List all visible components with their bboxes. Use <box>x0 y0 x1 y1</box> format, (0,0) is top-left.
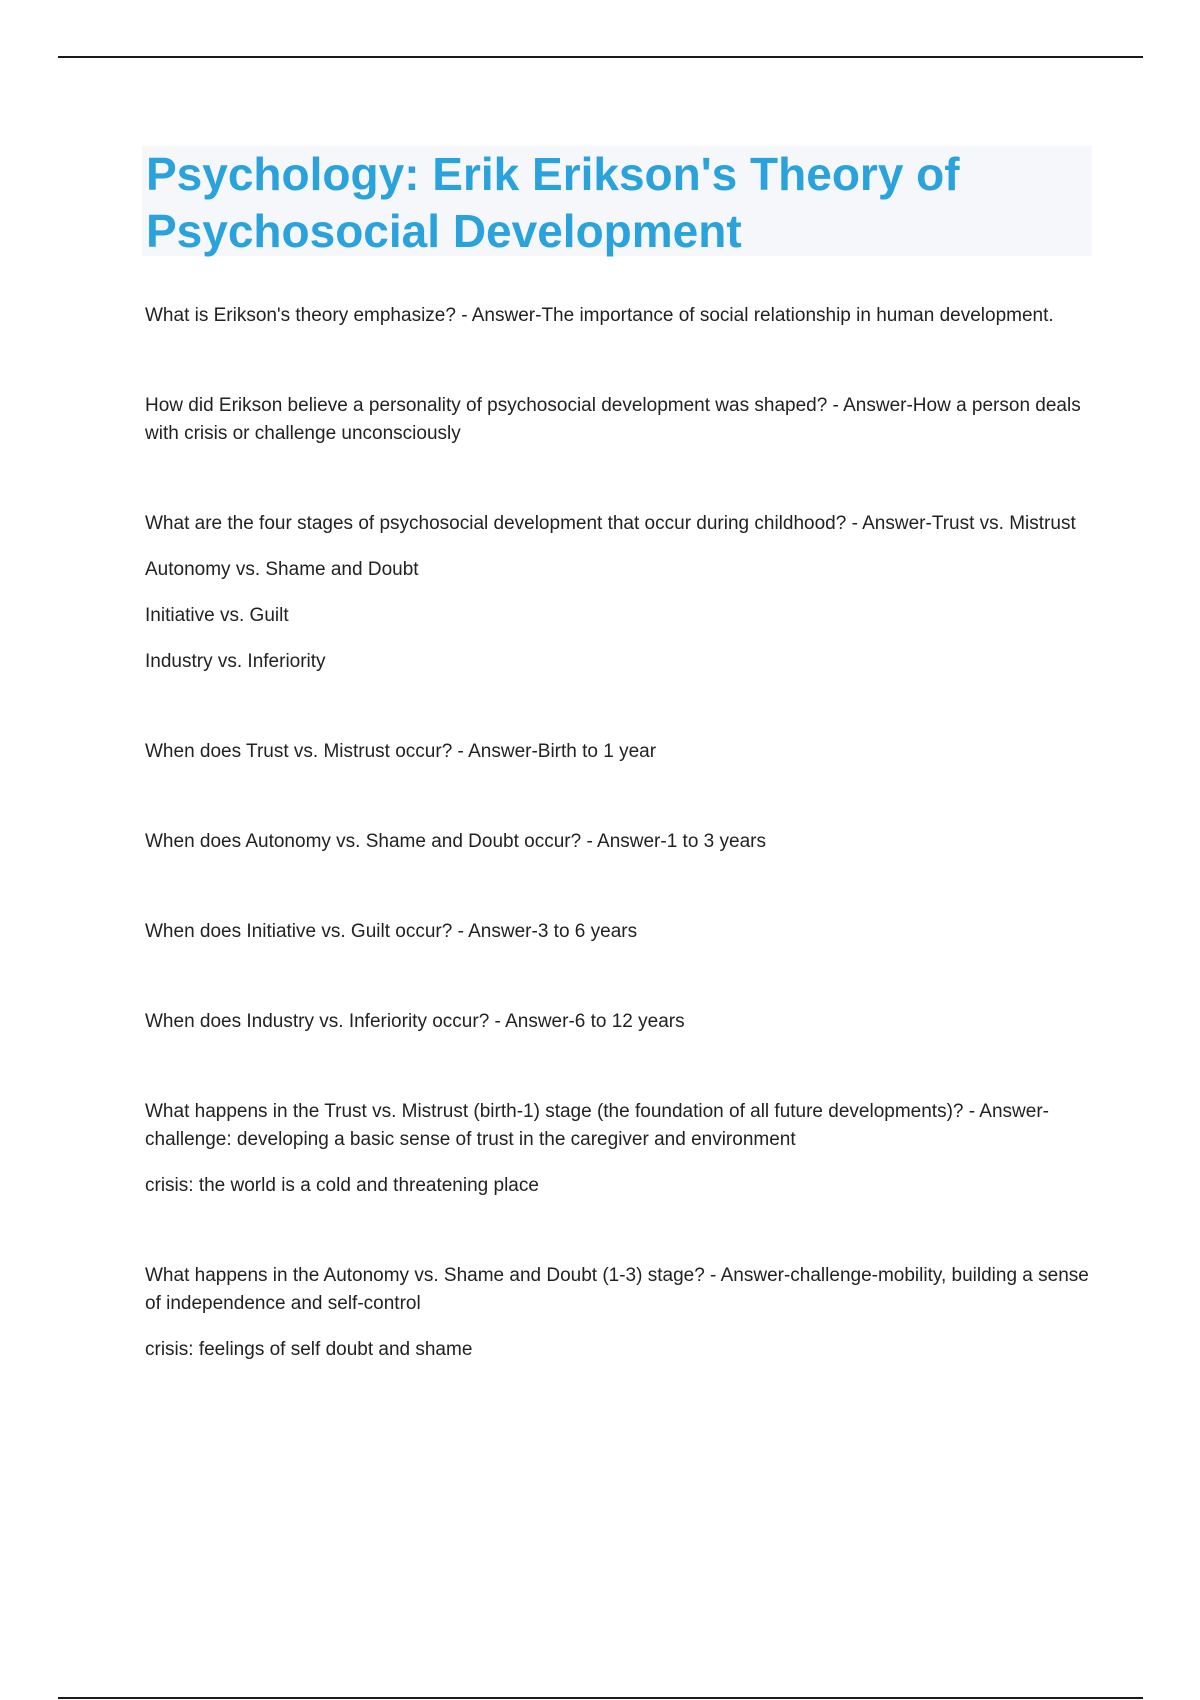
spacer <box>145 1218 1090 1262</box>
spacer <box>145 964 1090 1008</box>
qa-item <box>145 302 1090 330</box>
qa-text: Autonomy vs. Shame and Doubt <box>145 559 419 580</box>
qa-text: When does Initiative vs. Guilt occur? - Answer-3 to 6 years <box>145 921 638 942</box>
qa-text: What happens in the Autonomy vs. Shame and Doubt (1-3) stage? - Answer-challenge-mobility, building a sense of independence and self-control <box>145 1265 1089 1314</box>
spacer <box>145 784 1090 828</box>
qa-text: What happens in the Trust vs. Mistrust (birth-1) stage (the foundation of all future developments)? - Answer-challenge: developing a basic sense of trust in the caregiver and environment <box>145 1101 1049 1150</box>
qa-text: What are the four stages of psychosocial development that occur during childhood? - Answer-Trust vs. Mistrust <box>145 513 1076 534</box>
qa-item <box>145 1098 1090 1200</box>
spacer <box>145 874 1090 918</box>
qa-item <box>145 918 1090 946</box>
qa-item <box>145 392 1090 448</box>
spacer <box>145 348 1090 392</box>
qa-item <box>145 738 1090 766</box>
title-block <box>142 146 1092 256</box>
qa-text: When does Industry vs. Inferiority occur? - Answer-6 to 12 years <box>145 1011 685 1032</box>
header-rule <box>58 56 1143 58</box>
qa-item <box>145 1008 1090 1036</box>
qa-item <box>145 1262 1090 1364</box>
qa-item <box>145 510 1090 676</box>
qa-item <box>145 828 1090 856</box>
spacer <box>145 694 1090 738</box>
qa-text: crisis: feelings of self doubt and shame <box>145 1339 473 1360</box>
qa-text: How did Erikson believe a personality of psychosocial development was shaped? - Answer-How a person deals with crisis or challenge unconsciously <box>145 395 1081 444</box>
title-line-1: Psychology: Erik Erikson's Theory of <box>146 148 960 200</box>
page-title <box>146 146 1092 260</box>
qa-text: Industry vs. Inferiority <box>145 651 326 672</box>
qa-text: When does Trust vs. Mistrust occur? - Answer-Birth to 1 year <box>145 741 657 762</box>
spacer <box>145 1054 1090 1098</box>
qa-text: crisis: the world is a cold and threatening place <box>145 1175 539 1196</box>
qa-text: When does Autonomy vs. Shame and Doubt occur? - Answer-1 to 3 years <box>145 831 766 852</box>
title-line-2: Psychosocial Development <box>146 205 742 257</box>
qa-text: What is Erikson's theory emphasize? - Answer-The importance of social relationship in human development. <box>145 305 1054 326</box>
spacer <box>145 466 1090 510</box>
qa-text: Initiative vs. Guilt <box>145 605 289 626</box>
footer-rule <box>58 1697 1143 1699</box>
qa-list <box>145 302 1090 1382</box>
